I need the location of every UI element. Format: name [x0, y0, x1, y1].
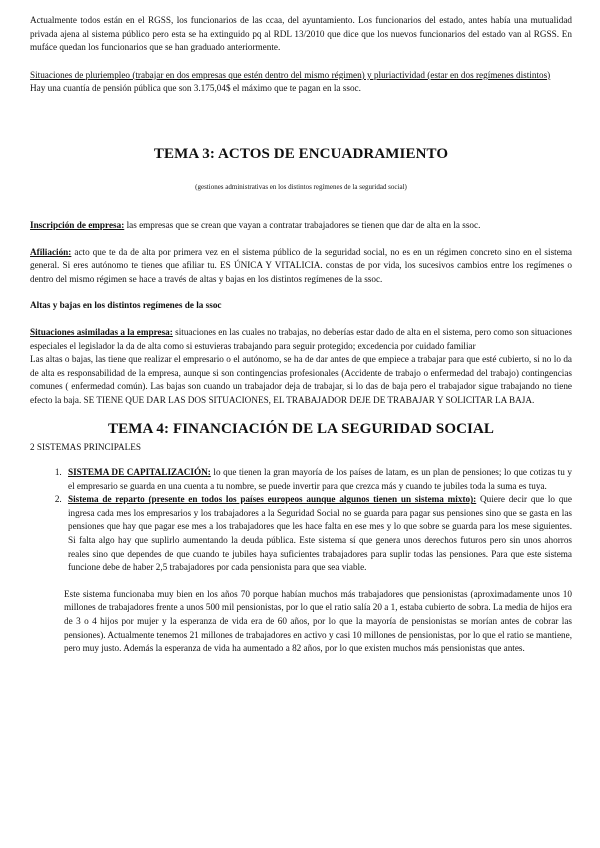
sistemas-principales: 2 SISTEMAS PRINCIPALES	[30, 441, 141, 452]
inscripcion-label: Inscripción de empresa:	[30, 219, 125, 230]
tema3-title: TEMA 3: ACTOS DE ENCUADRAMIENTO	[153, 145, 449, 162]
asimiladas-label: Situaciones asimiladas a la empresa:	[30, 326, 173, 337]
afiliacion-label: Afiliación:	[30, 246, 72, 257]
afiliacion-paragraph	[30, 246, 572, 287]
reparto-text: Quiere decir que lo que ingresa cada mes los empresarios y los trabajadores a la Seguridad Social no se guarda para pagar sus pensiones sino que se gasta en las pensiones que hay que pagar ese mes a los trabajadores que les hace falta en ese mes y lo que sobre se guarda para los mese siguientes. Si falta algo hay que suplirlo aumentando la deuda pública. Este sistema sí que genera unos derechos futuros pero sin unos ahorros reales sino que dependes de que cuando te jubiles haya suficientes trabajadores para suplir todas las pensiones. Para que este sistema funcione debe de haber 2,5 trabajadores por cada pensionista para que sea viable.	[68, 494, 572, 573]
list-item	[64, 466, 572, 493]
reparto-label: Sistema de reparto (presente en todos los países europeos aunque algunos tienen un sistema mixto):	[68, 494, 477, 505]
altas-heading: Altas y bajas en los distintos regímenes de la ssoc	[30, 300, 222, 311]
sistemas-list	[30, 466, 572, 575]
altas-paragraph: Las altas o bajas, las tiene que realizar el empresario o el autónomo, se ha de dar antes de que empiece a trabajar para que esté cubierto, si no lo da de alta es responsabilidad de la empresa, aunque si son contingencias profesionales (Accidente de trabajo o enfermedad del trabajo) contingencias comunes ( enfermedad común). Las bajas son cuando un trabajador deja de trabajar, si lo das de baja pero el trabajador sigue trabajando no tiene efecto la baja. SE TIENE QUE DAR LAS DOS SITUACIONES, EL TRABAJADOR DEJE DE TRABAJAR Y SOLICITAR LA BAJA.	[30, 354, 572, 405]
tema4-title: TEMA 4: FINANCIACIÓN DE LA SEGURIDAD SOCIAL	[107, 420, 495, 437]
asimiladas-text: situaciones en las cuales no trabajas, no deberías estar dado de alta en el sistema, pero como son situaciones especiales el legislador la da de alta como si estuvieras trabajando para seguir protegido; excedencia por cuidado familiar	[30, 326, 572, 351]
pension-paragraph: Hay una cuantía de pensión pública que son 3.175,04$ el máximo que te pagan en la ssoc.	[30, 83, 361, 94]
asimiladas-paragraph	[30, 326, 572, 353]
inscripcion-text: las empresas que se crean que vayan a contratar trabajadores se tienen que dar de alta en la ssoc.	[124, 219, 481, 230]
document-page	[30, 14, 572, 656]
tema3-subtitle: (gestiones administrativas en los distintos regímenes de la seguridad social)	[195, 182, 407, 191]
inscripcion-paragraph	[30, 219, 572, 233]
final-paragraph: Este sistema funcionaba muy bien en los años 70 porque habían muchos más trabajadores que pensionistas (aproximadamente unos 10 millones de trabajadores frente a unos 500 mil pensionistas, por lo que el ratio salía 20 a 1, estaba cubierto de sobra. La media de hijos era de 3 o 4 hijos por mujer y la esperanza de vida era de 60 años, por lo que la mayoría de pensionistas se morían antes de cobrar las pensiones). Actualmente tenemos 21 millones de trabajadores en activo y casi 10 millones de pensionistas, por lo que el ratio se mantiene, pero muy justo. Además la esperanza de vida ha aumentado a 82 años, por lo que existen muchos más pensionistas que antes.	[64, 588, 572, 654]
list-item	[64, 493, 572, 575]
pluriempleo-paragraph: Situaciones de pluriempleo (trabajar en dos empresas que estén dentro del mismo régimen) y pluriactividad (estar en dos regímenes distintos)	[30, 69, 551, 80]
intro-paragraph: Actualmente todos están en el RGSS, los funcionarios de las ccaa, del ayuntamiento. Los funcionarios del estado, antes había una mutualidad privada ajena al sistema público pero esta se ha extinguido pq al RDL 13/2010 que dice que los nuevos funcionarios del estado van al RGSS. En mufáce quedan los funcionarios que se han graduado anteriormente.	[30, 15, 572, 53]
capitalizacion-label: SISTEMA DE CAPITALIZACIÓN:	[68, 467, 211, 478]
afiliacion-text: acto que te da de alta por primera vez en el sistema público de la seguridad social, no es en un régimen concreto sino en el sistema general. Si eres autónomo te tienes que afiliar tu. ES ÚNICA Y VITALICIA. constas de por vida, los sucesivos cambios entre los regímenes o dentro del mismo régimen se hace a través de altas y bajas en los distintos regímenes de la ssoc.	[30, 246, 572, 284]
capitalizacion-text: lo que tienen la gran mayoría de los países de latam, es un plan de pensiones; lo que cotizas tu y el empresario se guarda en una cuenta a tu nombre, se puede invertir para que crezca más y cuando te jubiles toda la suma es tuya.	[68, 467, 572, 491]
